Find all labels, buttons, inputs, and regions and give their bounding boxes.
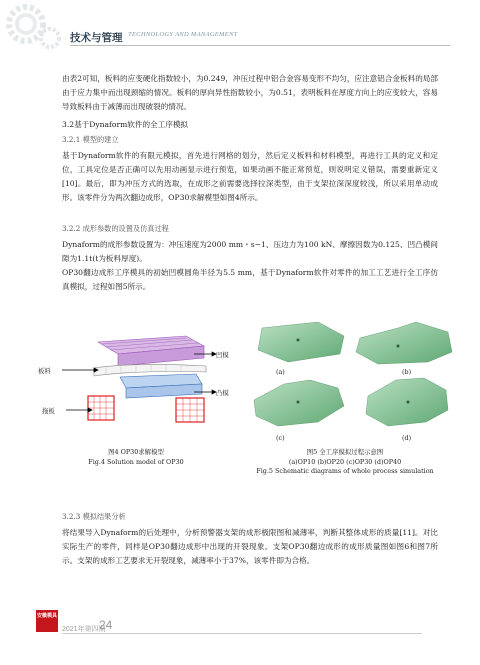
label-binder: 拖板 — [42, 407, 55, 415]
label-blank: 板料 — [38, 367, 51, 375]
upper-die-mesh — [98, 336, 204, 366]
paragraph-2: 基于Dynaform软件的有限元模拟，首先进行网格的划分，然后定义板料和材料模型，再进行工具的定义和定位，工具定位是否正确可以先用动画显示进行预览，如果动画不能正常预览，则说明定义错误，需要重新定义[10]。最后，即为冲压方式的选取，在成形之前需要选择拉深类型，由于支架拉深深度较浅，所以采用单动成形。该零件分为两次翻边成形，OP30求解模型如图4所示。 — [62, 151, 438, 202]
fig5-caption — [240, 448, 450, 477]
header-divider — [70, 45, 450, 46]
label-punch: 凸模 — [216, 389, 229, 397]
punch-tool — [120, 374, 202, 398]
heading-3-2-2: 3.2.2 成形参数的设置及仿真过程 — [62, 224, 169, 233]
panel-label-a: (a) — [276, 368, 285, 376]
paragraph-1: 由表2可知，板料的应变硬化指数较小，为0.249，冲压过程中铝合金容易变形不均匀，应注意铝合金板料的局部由于应力集中而出现颈缩的情况。板料的厚向异性指数较小，为0.51，表明板料在厚度方向上的应变较大，容易导致板料由于减薄而出现破裂的情况。 — [62, 74, 438, 111]
section-title: 技术与管理 — [70, 32, 123, 44]
fig5-caption-cn: 图5 全工序模拟过程示意图 — [306, 448, 384, 456]
paragraph-5: 将结果导入Dynaform的后处理中，分析预警器支架的成形极限图和减薄率，判断其整体成形的质量[11]。对比实际生产的零件，同样是OP30翻边成形中出现的开裂现象。支架OP30翻边成形的成形质量图如图6和图7所示。支架的成形工艺要求无开裂现象，减薄率小于37%，该零件即为合格。 — [62, 528, 438, 565]
panel-label-d: (d) — [402, 434, 412, 442]
fig5-caption-sub: (a)OP10 (b)OP20 (c)OP30 (d)OP40 — [288, 457, 402, 466]
binder-left — [88, 396, 114, 420]
fig4-solution-model — [36, 322, 236, 432]
gear-logo-icon — [2, 2, 64, 50]
page-number: 24 — [99, 618, 113, 632]
paragraph-4: OP30翻边成形工序模具的初始凹模圆角半径为5.5 mm，基于Dynaform软件对零件的加工工艺进行全工序仿真模拟，过程如图5所示。 — [62, 268, 438, 291]
fig5-panels — [248, 318, 456, 436]
footer-divider — [62, 633, 422, 634]
issue-label: 2021年第四期 — [62, 626, 106, 633]
binder-right — [176, 398, 204, 422]
label-upper-die: 凹模 — [216, 351, 229, 359]
paragraph-3: Dynaform的成形参数设置为：冲压速度为2000 mm・s−1、压边力为100 kN、摩擦因数为0.125、凹凸模间隙为1.1t(t为板料厚度)。 — [62, 240, 438, 263]
panel-label-c: (c) — [276, 434, 285, 442]
panel-d-op40 — [366, 378, 448, 426]
panel-b-op20 — [356, 322, 452, 364]
fig5-caption-en: Fig.5 Schematic diagrams of whole process simulation — [256, 467, 434, 475]
section-subtitle: TECHNOLOGY AND MANAGEMENT — [128, 31, 238, 38]
panel-label-b: (b) — [402, 368, 412, 376]
panel-c-op30 — [254, 380, 344, 426]
fig4-caption-cn: 图4 OP30求解模型 — [108, 448, 164, 456]
heading-3-2-1: 3.2.1 模型的建立 — [62, 135, 119, 144]
fig4-caption-en: Fig.4 Solution model of OP30 — [88, 457, 184, 466]
heading-3-2: 3.2基于Dynaform软件的全工序模拟 — [62, 120, 189, 129]
heading-3-2-3: 3.2.3 模拟结果分析 — [62, 512, 126, 521]
fig4-caption — [76, 448, 196, 467]
journal-mark: 安徽模具 — [36, 610, 58, 632]
panel-a-op10 — [258, 322, 344, 362]
